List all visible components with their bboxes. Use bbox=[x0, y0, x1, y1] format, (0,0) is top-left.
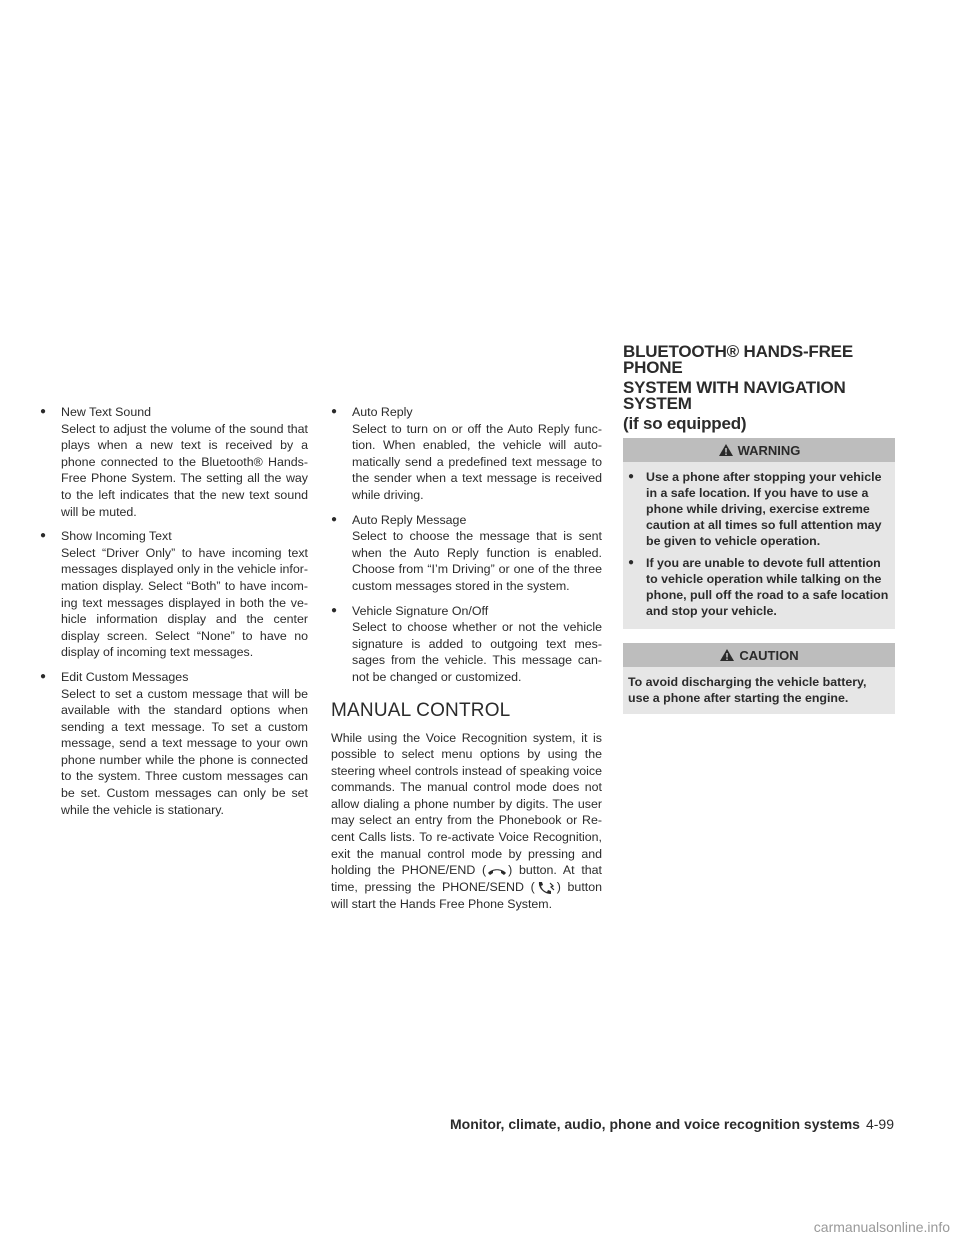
warning-triangle-icon bbox=[719, 648, 735, 662]
page-footer bbox=[450, 1116, 894, 1132]
bullet-dot-icon: ● bbox=[40, 670, 47, 682]
caution-body bbox=[623, 667, 895, 714]
list-item bbox=[40, 669, 308, 818]
caution-text: To avoid discharging the vehicle battery, use a phone after starting the engine. bbox=[628, 675, 867, 705]
paragraph-text: While using the Voice Recognition system, it is possible to select menu options by using the steering wheel controls instead of speaking voice commands. The manual control mode does not allow dialing a phone number by digits. The user may select an entry from the Phonebook or Re- cent Calls lists. To re-activate Voice Recognition, exit the manual control mode by pressing and holding the PHONE/END ( bbox=[331, 730, 602, 878]
bullet-dot-icon: ● bbox=[40, 530, 47, 542]
phone-send-icon bbox=[535, 880, 557, 896]
caution-label: CAUTION bbox=[739, 647, 799, 663]
section-title: (if so equipped) bbox=[623, 414, 747, 433]
bullet-dot-icon: ● bbox=[331, 604, 338, 616]
warning-body bbox=[623, 462, 895, 629]
warning-header bbox=[623, 438, 895, 462]
item-body: Select to adjust the volume of the sound that plays when a new text is received by a phone connected to the Bluetooth® Hands-Free Phone System. The setting all the way to the left indicates that the new text sound will be muted. bbox=[61, 421, 308, 519]
section-title: SYSTEM WITH NAVIGATION SYSTEM bbox=[623, 378, 846, 413]
warning-text: If you are unable to devote full attention to vehicle operation while talking on the phone, pull off the road to a safe location and stop your vehicle. bbox=[646, 556, 889, 618]
item-body: Select “Driver Only” to have incoming text messages displayed only in the vehicle infor- mation display. Select “Both” to have incom- ing text messages displayed in both the ve- hicle information display and the center display screen. Select “None” to have no display of incoming text messages. bbox=[61, 545, 308, 660]
paragraph-text: ) button will start the Hands Free Phone System. bbox=[331, 879, 602, 911]
paragraph-text: ) button. At that time, pressing the PHONE/SEND ( bbox=[331, 863, 602, 894]
manual-control-paragraph bbox=[331, 730, 602, 913]
bullet-dot-icon: ● bbox=[331, 513, 338, 525]
bullet-dot-icon: ● bbox=[40, 406, 47, 417]
list-item bbox=[40, 528, 308, 661]
item-body: Select to choose whether or not the vehicle signature is added to outgoing text mes- sages from the vehicle. This message can- not be changed or customized. bbox=[352, 620, 602, 684]
list-item bbox=[331, 404, 602, 504]
left-column bbox=[40, 404, 308, 826]
item-title: Show Incoming Text bbox=[61, 529, 172, 544]
list-item bbox=[331, 512, 602, 595]
right-column bbox=[623, 344, 895, 714]
middle-column bbox=[331, 404, 602, 912]
footer-title: Monitor, climate, audio, phone and voice recognition systems bbox=[450, 1116, 860, 1132]
section-heading: MANUAL CONTROL bbox=[331, 699, 511, 721]
warning-label: WARNING bbox=[737, 442, 801, 458]
caution-box bbox=[623, 643, 895, 714]
item-title: Edit Custom Messages bbox=[61, 669, 189, 684]
watermark: carmanualsonline.info bbox=[813, 1219, 950, 1235]
bullet-dot-icon: ● bbox=[331, 406, 338, 417]
page-number: 4-99 bbox=[865, 1116, 894, 1132]
item-title: Auto Reply Message bbox=[352, 512, 467, 527]
warning-item bbox=[628, 555, 889, 619]
item-body: Select to set a custom message that will be available with the standard options when sending a text message. To set a custom message, send a text message to your own phone number while the phone is connected to the system. Three custom messages can be set. Custom messages can only be set while the vehicle is stationary. bbox=[61, 686, 308, 817]
item-body: Select to turn on or off the Auto Reply func- tion. When enabled, the vehicle will auto- matically send a predefined text message to the sender when a text message is received while driving. bbox=[352, 421, 602, 502]
list-item bbox=[331, 603, 602, 686]
list-item bbox=[40, 404, 308, 520]
warning-text: Use a phone after stopping your vehicle in a safe location. If you have to use a phone while driving, exercise extreme caution at all times so full attention may be given to vehicle operation. bbox=[646, 470, 882, 548]
item-title: New Text Sound bbox=[61, 405, 152, 419]
item-body: Select to choose the message that is sent when the Auto Reply function is enabled. Choose from “I’m Driving” or one of the three custom messages stored in the system. bbox=[352, 529, 602, 593]
bullet-dot-icon: ● bbox=[628, 471, 635, 482]
warning-box bbox=[623, 438, 895, 629]
warning-item bbox=[628, 469, 889, 549]
bullet-dot-icon: ● bbox=[628, 557, 635, 568]
item-title: Vehicle Signature On/Off bbox=[352, 603, 489, 618]
warning-triangle-icon bbox=[718, 443, 734, 457]
phone-end-icon bbox=[486, 863, 508, 879]
section-title: BLUETOOTH® HANDS-FREE PHONE bbox=[623, 342, 853, 377]
caution-header bbox=[623, 643, 895, 667]
item-title: Auto Reply bbox=[352, 405, 413, 419]
